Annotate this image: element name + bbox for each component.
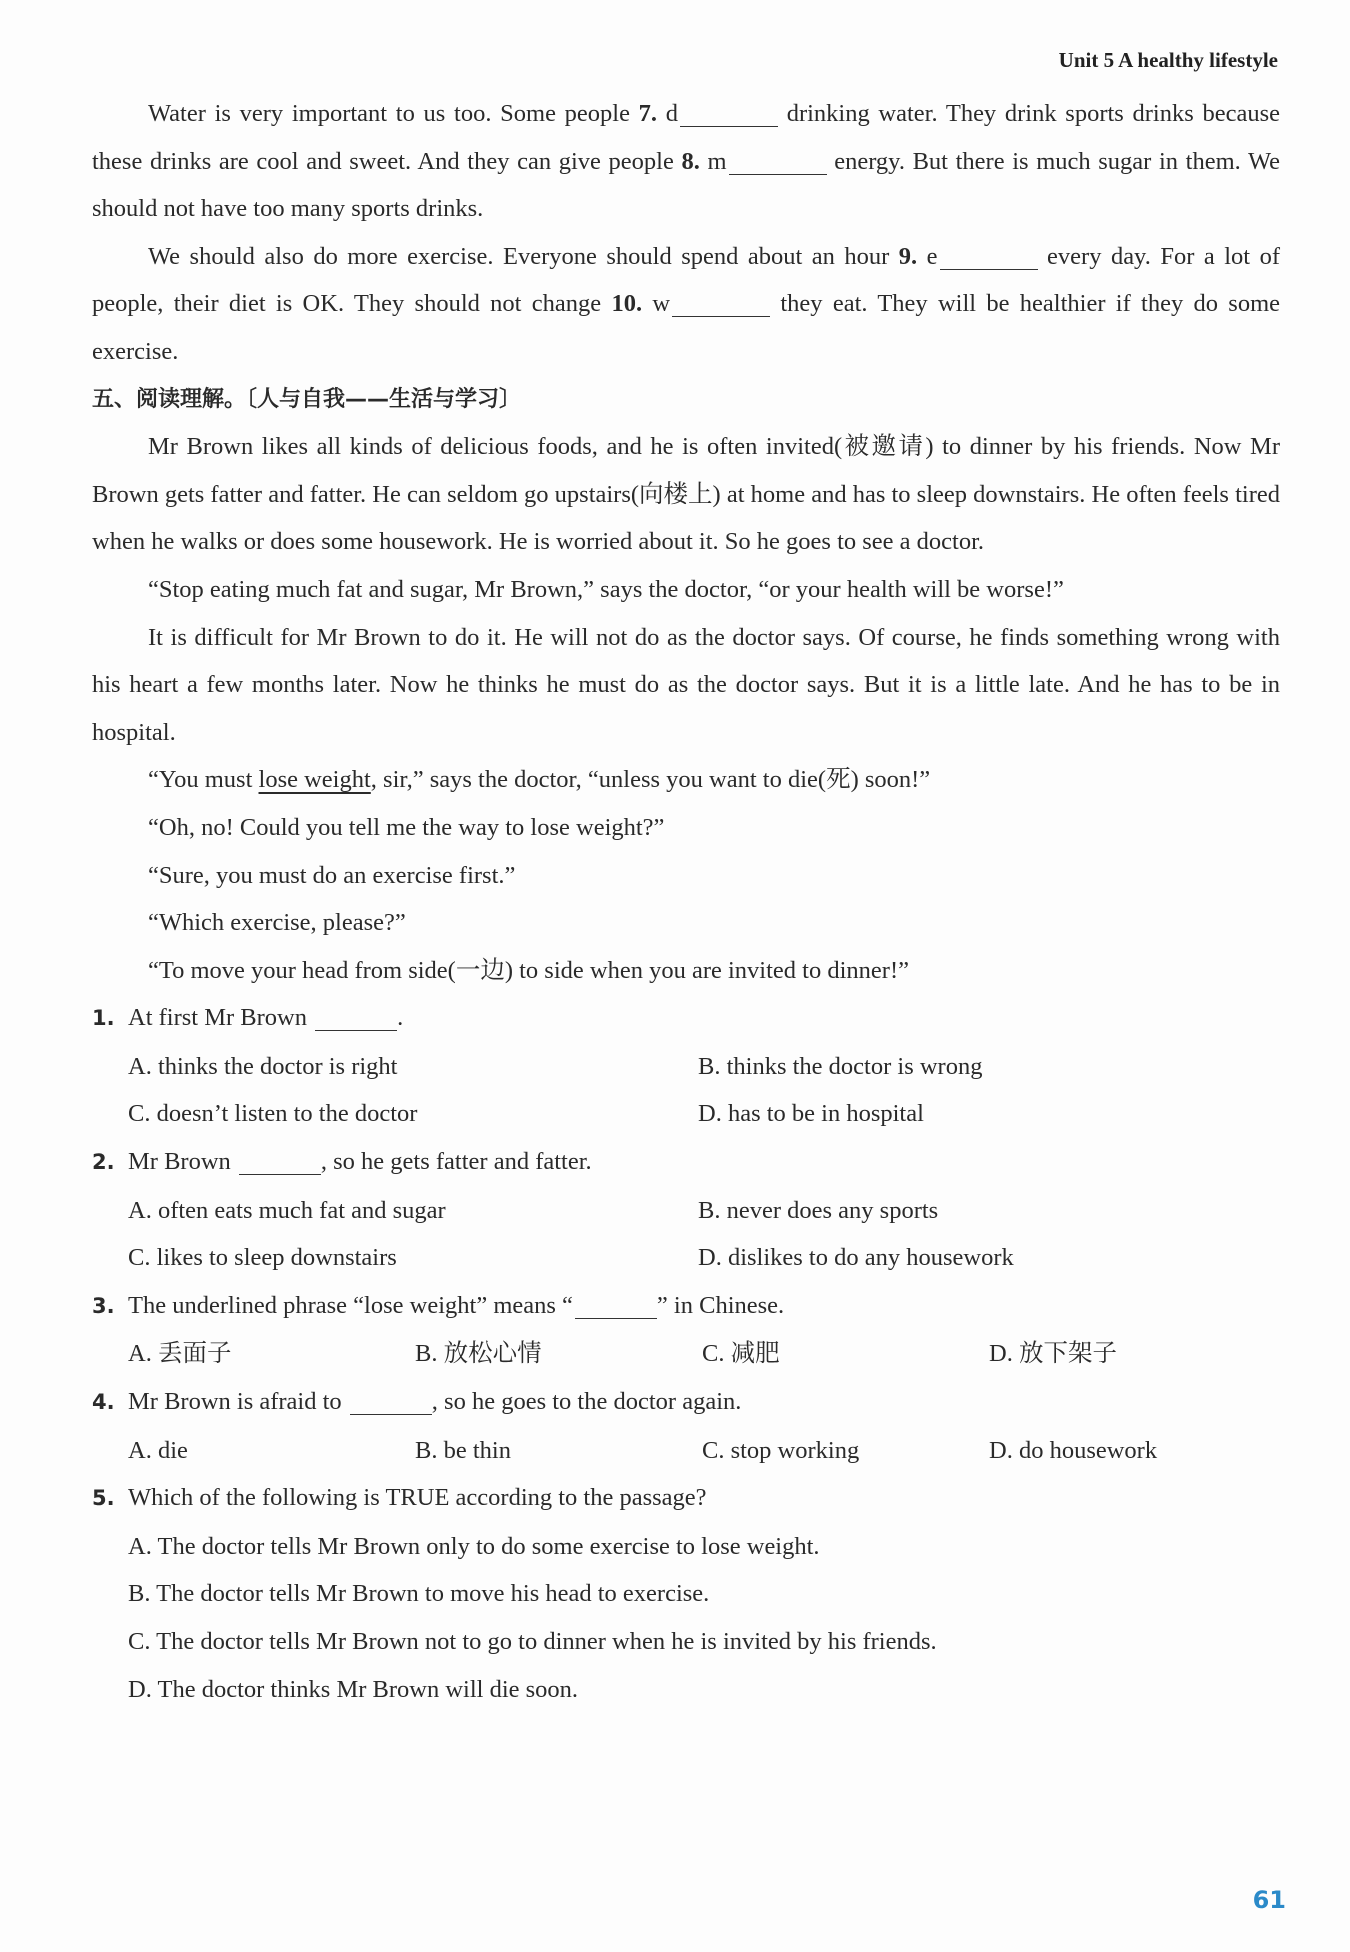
option-b[interactable]: B. be thin [415,1436,511,1464]
text: We should also do more exercise. Everyone should spend about an hour [148,242,899,270]
option-a[interactable]: A. thinks the doctor is right [128,1052,398,1080]
option-d[interactable]: D. 放下架子 [989,1340,1117,1368]
question-number: 4. [92,1390,115,1415]
passage-paragraph-1: Mr Brown likes all kinds of delicious foods, and he is often invited(被邀请) to dinner by his friends. Now Mr Brown gets fatter and fatter. He can seldom go upstairs(向楼上) at home and has to sleep downstairs. He often feels tired when he walks or does some housework. He is worried about it. So he goes to see a doctor. [92,433,1280,556]
section-title: 五、阅读理解。〔人与自我——生活与学习〕 [92,386,522,412]
blank-letter-10: w [652,290,671,318]
option-b[interactable]: B. thinks the doctor is wrong [698,1052,983,1080]
blank-letter-8: m [707,147,727,175]
option-a[interactable]: A. often eats much fat and sugar [128,1196,446,1224]
option-c[interactable]: C. doesn’t listen to the doctor [128,1100,418,1128]
option-b[interactable]: B. 放松心情 [415,1340,542,1368]
option-c[interactable]: C. likes to sleep downstairs [128,1244,397,1272]
blank-letter-9: e [926,242,938,270]
options-q2-row1 [92,1187,1280,1235]
text: Water is very important to us too. Some people [148,100,639,127]
passage-paragraph-4 [92,756,1280,804]
option-d[interactable]: D. dislikes to do any housework [698,1244,1014,1272]
text: energy. But there is much sugar in them. We should not have too many sports drinks. [92,147,1281,223]
question-stem-end: , so he goes to the doctor again. [431,1388,742,1416]
options-q1-row1 [92,1043,1280,1091]
option-c[interactable]: C. stop working [702,1436,860,1464]
underlined-phrase: lose weight [258,766,371,794]
blank-8[interactable] [729,147,827,175]
blank-number-9: 9. [898,242,918,270]
question-stem: Mr Brown is afraid to [128,1388,348,1416]
text: drinking water. They drink sports drinks because these drinks are cool and sweet. And they can give people [92,100,1281,175]
answer-blank[interactable] [239,1147,321,1175]
option-c[interactable]: C. 减肥 [702,1340,780,1368]
answer-blank[interactable] [575,1291,657,1319]
blank-10[interactable] [672,289,770,317]
options-q2-row2 [92,1234,1280,1282]
question-4 [92,1378,1280,1427]
answer-blank[interactable] [350,1387,432,1415]
running-header: Unit 5 A healthy lifestyle [1058,48,1278,72]
passage-paragraph-6: “Sure, you must do an exercise first.” [148,861,516,889]
page-content [92,90,1280,1713]
option-b[interactable]: B. The doctor tells Mr Brown to move his head to exercise. [128,1580,710,1608]
option-a[interactable]: A. The doctor tells Mr Brown only to do some exercise to lose weight. [128,1532,820,1560]
passage-paragraph-2: “Stop eating much fat and sugar, Mr Brown,” says the doctor, “or your health will be worse!” [148,575,1064,603]
question-2 [92,1138,1280,1187]
cloze-paragraph-2 [92,233,1280,376]
cloze-paragraph-1 [92,90,1280,233]
text: “You must [148,766,259,794]
option-a[interactable]: A. 丢面子 [128,1340,232,1368]
option-c[interactable]: C. The doctor tells Mr Brown not to go to dinner when he is invited by his friends. [128,1628,937,1655]
question-3 [92,1282,1280,1331]
question-number: 3. [92,1293,115,1318]
question-stem: Which of the following is TRUE according to the passage? [128,1484,707,1512]
options-q4 [92,1427,1280,1475]
text: every day. For a lot of people, their diet is OK. They should not change [92,242,1280,318]
text: they eat. They will be healthier if they do some exercise. [92,290,1281,365]
question-stem-end: ” in Chinese. [656,1291,785,1319]
question-stem: Mr Brown [128,1148,237,1176]
blank-number-10: 10. [611,290,643,318]
blank-9[interactable] [940,242,1038,270]
question-5 [92,1474,1280,1523]
question-stem: The underlined phrase “lose weight” means “ [128,1291,573,1319]
passage-paragraph-8: “To move your head from side(一边) to side when you are invited to dinner!” [148,956,909,984]
options-q1-row2 [92,1090,1280,1138]
passage-paragraph-7: “Which exercise, please?” [148,909,406,937]
text: , sir,” says the doctor, “unless you want to die(死) soon!” [370,766,931,794]
question-number: 2. [92,1150,115,1175]
question-stem: At first Mr Brown [128,1004,314,1032]
blank-number-8: 8. [681,147,700,175]
blank-number-7: 7. [638,100,658,127]
options-q3 [92,1330,1280,1378]
option-b[interactable]: B. never does any sports [698,1196,939,1224]
question-stem-end: , so he gets fatter and fatter. [320,1148,592,1176]
option-d[interactable]: D. do housework [989,1436,1158,1464]
blank-letter-7: d [665,100,678,127]
option-a[interactable]: A. die [128,1436,188,1464]
option-d[interactable]: D. has to be in hospital [698,1100,924,1128]
page-number: 61 [1252,1886,1286,1914]
question-stem-end: . [397,1004,404,1032]
passage-paragraph-3: It is difficult for Mr Brown to do it. He will not do as the doctor says. Of course, he finds something wrong with his heart a few months later. Now he thinks he must do as the doctor says. But it is a little late. And he has to be in hospital. [92,623,1280,746]
answer-blank[interactable] [315,1003,397,1031]
question-number: 5. [92,1486,115,1511]
question-number: 1. [92,1006,115,1031]
option-d[interactable]: D. The doctor thinks Mr Brown will die soon. [128,1675,579,1703]
blank-7[interactable] [680,99,778,127]
passage-paragraph-5: “Oh, no! Could you tell me the way to lose weight?” [148,813,665,841]
question-1 [92,994,1280,1043]
